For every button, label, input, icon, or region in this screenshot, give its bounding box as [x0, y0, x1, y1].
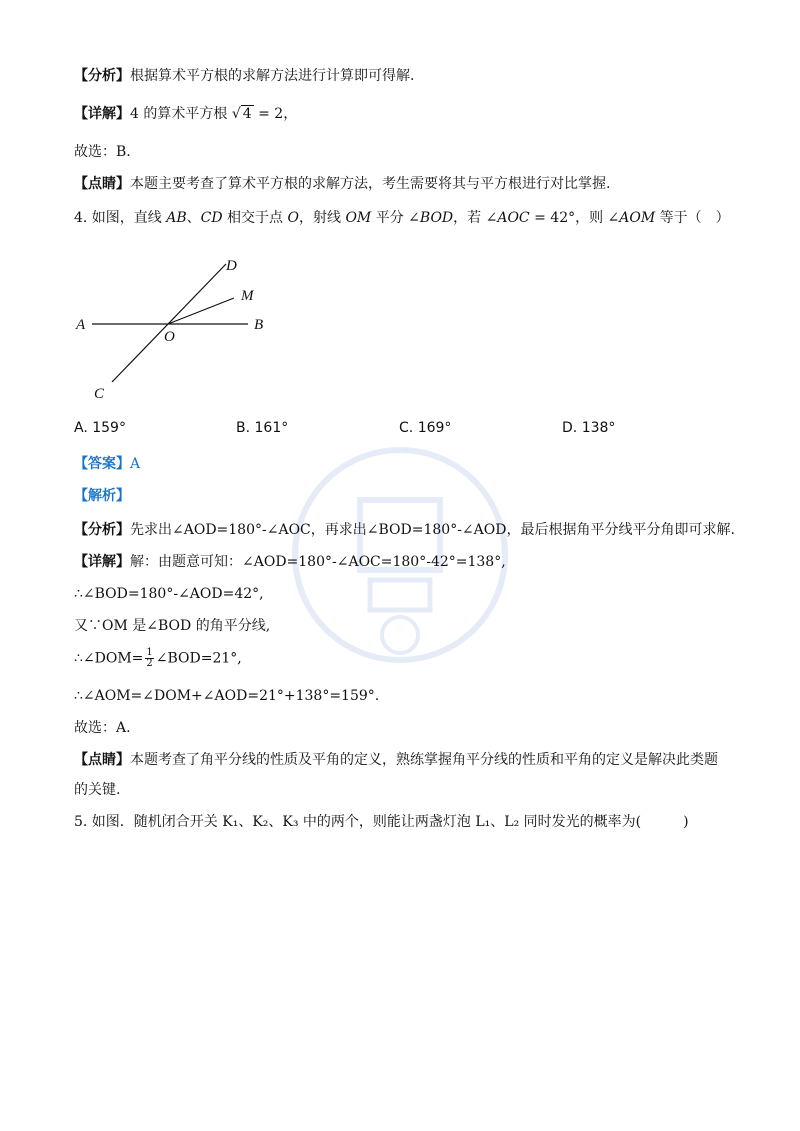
- q4-point-o: O: [287, 210, 299, 226]
- analysis-tag: 【分析】: [74, 68, 130, 84]
- detail-number: 4: [130, 106, 139, 122]
- label-c: C: [94, 386, 105, 402]
- prev-choice-line: 故选：B.: [74, 144, 131, 160]
- label-a: A: [76, 317, 86, 333]
- label-d: D: [226, 258, 237, 274]
- comment-tag: 【点睛】: [74, 752, 130, 768]
- geometry-figure: [70, 250, 290, 410]
- label-o: O: [164, 329, 175, 345]
- analysis-tag: 【分析】: [74, 522, 130, 538]
- comment-text: 本题主要考查了算术平方根的求解方法，考生需要将其与平方根进行对比掌握.: [130, 176, 611, 192]
- option-value: 159°: [92, 420, 126, 436]
- q4-line-cd: CD: [200, 210, 223, 226]
- answer-value: A: [130, 456, 141, 472]
- label-b: B: [254, 317, 264, 333]
- q4-part: 平分 ∠: [371, 210, 420, 226]
- q4-part: ，若 ∠: [453, 210, 498, 226]
- step-4: ∴∠AOM=∠DOM+∠AOD=21°+138°=159°.: [74, 688, 380, 704]
- option-c: [399, 420, 451, 436]
- q4-ray-om: OM: [345, 210, 372, 226]
- q4-part: = 42°，则 ∠: [529, 210, 620, 226]
- fraction-numerator: 1: [146, 647, 153, 658]
- comment-line-2: 的关键.: [74, 782, 121, 798]
- option-label: C.: [399, 420, 414, 436]
- comment-tag: 【点睛】: [74, 176, 130, 192]
- prev-analysis-line: [74, 66, 414, 86]
- option-b: [236, 420, 288, 436]
- q4-angle-aoc: AOC: [497, 210, 530, 226]
- option-label: D.: [562, 420, 578, 436]
- option-label: B.: [236, 420, 251, 436]
- q4-part: 相交于点: [222, 210, 288, 226]
- option-d: [562, 420, 615, 436]
- option-value: 169°: [417, 420, 452, 436]
- sqrt-expression: [232, 104, 254, 124]
- comment-line: [74, 750, 718, 770]
- detail-text: 的算术平方根: [138, 106, 228, 122]
- q4-part: 等于（ ）: [655, 210, 730, 226]
- option-a: [74, 420, 126, 436]
- comment-text: 本题考查了角平分线的性质及平角的定义，熟练掌握角平分线的性质和平角的定义是解决此类题: [130, 752, 718, 768]
- step-1: ∴∠BOD=180°-∠AOD=42°,: [74, 586, 264, 602]
- q4-angle-aom: AOM: [619, 210, 656, 226]
- answer-tag: 【答案】: [74, 456, 130, 472]
- analysis-text: 根据算术平方根的求解方法进行计算即可得解.: [130, 68, 415, 84]
- analysis-line: [74, 520, 735, 540]
- step-3: [74, 648, 242, 669]
- fraction: [145, 648, 153, 669]
- ray-om: [168, 298, 234, 324]
- prev-detail-line: [74, 104, 297, 124]
- detail-line: [74, 552, 506, 572]
- detail-tag: 【详解】: [74, 554, 130, 570]
- explain-tag: 【解析】: [74, 488, 130, 504]
- sqrt-symbol: √: [231, 106, 241, 122]
- q4-part: 4. 如图，直线: [74, 210, 167, 226]
- q4-line-ab: AB: [166, 210, 187, 226]
- choice-line: 故选：A.: [74, 720, 131, 736]
- analysis-text: 先求出∠AOD=180°-∠AOC，再求出∠BOD=180°-∠AOD，最后根据角平分线平分角即可求解.: [130, 522, 735, 538]
- q4-part: ，射线: [299, 210, 346, 226]
- answer-line: [74, 454, 140, 474]
- prev-comment-line: [74, 174, 610, 194]
- fraction-denominator: 2: [146, 658, 153, 669]
- step-2: 又∵OM 是∠BOD 的角平分线,: [74, 618, 271, 634]
- sqrt-radicand: 4: [242, 106, 252, 122]
- option-value: 138°: [581, 420, 616, 436]
- label-m: M: [241, 288, 254, 304]
- option-label: A.: [74, 420, 88, 436]
- detail-equals: = 2，: [253, 106, 298, 122]
- option-value: 161°: [254, 420, 289, 436]
- detail-text: 解：由题意可知：∠AOD=180°-∠AOC=180°-42°=138°,: [130, 554, 506, 570]
- question-5-stem: 5. 如图．随机闭合开关 K₁、K₂、K₃ 中的两个，则能让两盏灯泡 L₁、L₂ 同时发光的概率为( ): [74, 814, 689, 830]
- step-3-pre: ∴∠DOM=: [74, 650, 144, 667]
- detail-tag: 【详解】: [74, 106, 130, 122]
- question-4-stem: [74, 208, 730, 228]
- step-3-post: ∠BOD=21°,: [155, 650, 242, 667]
- q4-part: 、: [186, 210, 201, 226]
- q4-angle-bod: BOD: [419, 210, 454, 226]
